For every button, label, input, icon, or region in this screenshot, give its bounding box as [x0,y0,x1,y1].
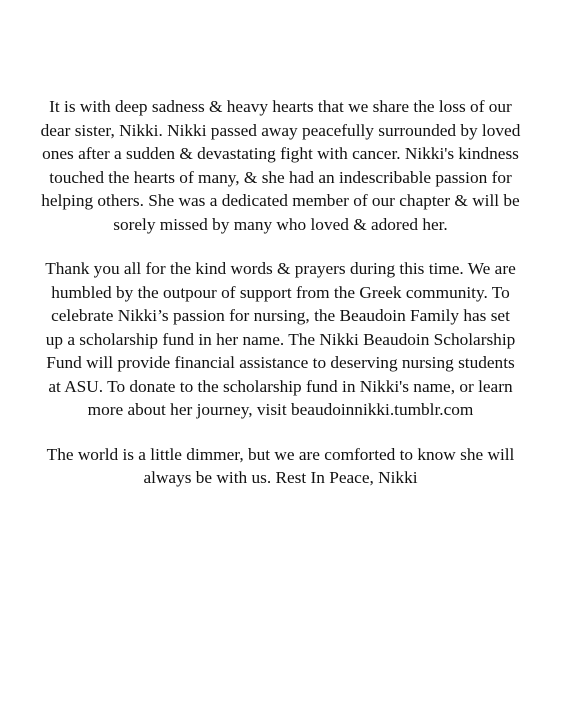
text-line: ones after a sudden & devastating fight with cancer. Nikki's kindness [42,144,519,163]
scholarship-paragraph [22,257,539,422]
text-line: Thank you all for the kind words & prayers during this time. We are [45,259,516,278]
text-line: at ASU. To donate to the scholarship fund in Nikki's name, or learn [48,376,513,396]
text-line: dear sister, Nikki. Nikki passed away peacefully surrounded by loved [40,120,521,140]
closing-paragraph [22,443,539,490]
text-line: It is with deep sadness & heavy hearts that we share the loss of our [49,97,512,116]
text-line: always be with us. Rest In Peace, Nikki [143,468,418,487]
announcement-paragraph [22,95,539,236]
text-line: celebrate Nikki’s passion for nursing, the Beaudoin Family has set [51,306,510,325]
text-line: touched the hearts of many, & she had an indescribable passion for [49,167,512,187]
text-line: Fund will provide financial assistance to deserving nursing students [46,353,515,372]
memorial-text-block [22,95,539,511]
text-line: sorely missed by many who loved & adored her. [113,214,448,234]
text-line: The world is a little dimmer, but we are comforted to know she will [46,444,515,464]
text-line: more about her journey, visit beaudoinnikki.tumblr.com [87,400,474,419]
text-line: helping others. She was a dedicated member of our chapter & will be [41,191,520,210]
text-line: humbled by the outpour of support from the Greek community. To [51,282,510,302]
text-line: up a scholarship fund in her name. The Nikki Beaudoin Scholarship [45,329,516,349]
